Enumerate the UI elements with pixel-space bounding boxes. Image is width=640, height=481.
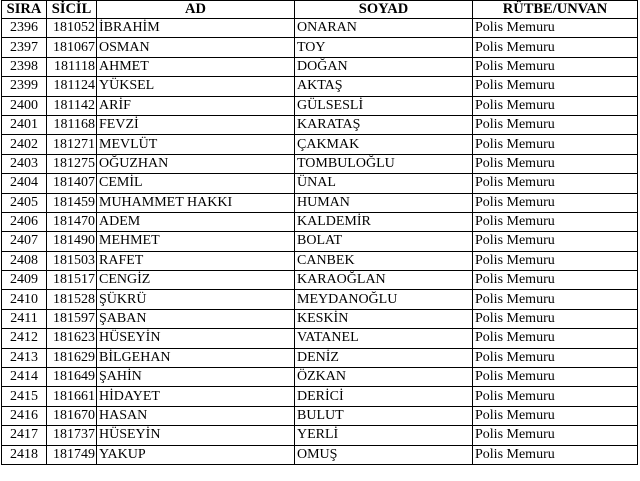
table-row	[2, 406, 638, 425]
cell-ad: ŞABAN	[97, 309, 295, 328]
cell-rutbe: Polis Memuru	[473, 271, 638, 290]
header-rutbe: RÜTBE/UNVAN	[473, 1, 638, 19]
cell-rutbe: Polis Memuru	[473, 193, 638, 212]
table-body	[2, 19, 638, 465]
table-row	[2, 174, 638, 193]
cell-sicil: 181271	[47, 135, 97, 154]
cell-ad: HÜSEYİN	[97, 426, 295, 445]
cell-sira: 2410	[2, 290, 47, 309]
cell-soyad: DERİCİ	[295, 387, 473, 406]
cell-ad: ŞÜKRÜ	[97, 290, 295, 309]
cell-sira: 2409	[2, 271, 47, 290]
cell-soyad: AKTAŞ	[295, 77, 473, 96]
cell-soyad: TOY	[295, 38, 473, 57]
cell-ad: CENGİZ	[97, 271, 295, 290]
cell-sira: 2411	[2, 309, 47, 328]
cell-ad: İBRAHİM	[97, 19, 295, 38]
cell-sicil: 181067	[47, 38, 97, 57]
cell-ad: CEMİL	[97, 174, 295, 193]
table-row	[2, 96, 638, 115]
cell-sicil: 181528	[47, 290, 97, 309]
table-row	[2, 135, 638, 154]
table-row	[2, 19, 638, 38]
cell-sicil: 181142	[47, 96, 97, 115]
cell-ad: OĞUZHAN	[97, 154, 295, 173]
cell-rutbe: Polis Memuru	[473, 309, 638, 328]
table-row	[2, 232, 638, 251]
cell-soyad: BULUT	[295, 406, 473, 425]
table-row	[2, 329, 638, 348]
cell-sira: 2416	[2, 406, 47, 425]
cell-sicil: 181124	[47, 77, 97, 96]
table-row	[2, 348, 638, 367]
cell-sira: 2407	[2, 232, 47, 251]
cell-rutbe: Polis Memuru	[473, 115, 638, 134]
cell-sira: 2412	[2, 329, 47, 348]
cell-sicil: 181649	[47, 368, 97, 387]
cell-sicil: 181275	[47, 154, 97, 173]
table-row	[2, 212, 638, 231]
cell-ad: AHMET	[97, 57, 295, 76]
cell-soyad: ONARAN	[295, 19, 473, 38]
header-row	[2, 1, 638, 19]
cell-soyad: MEYDANOĞLU	[295, 290, 473, 309]
cell-soyad: OMUŞ	[295, 445, 473, 464]
cell-ad: FEVZİ	[97, 115, 295, 134]
cell-sicil: 181168	[47, 115, 97, 134]
cell-sira: 2415	[2, 387, 47, 406]
table-row	[2, 57, 638, 76]
cell-rutbe: Polis Memuru	[473, 290, 638, 309]
cell-rutbe: Polis Memuru	[473, 57, 638, 76]
cell-ad: YAKUP	[97, 445, 295, 464]
cell-rutbe: Polis Memuru	[473, 174, 638, 193]
cell-rutbe: Polis Memuru	[473, 426, 638, 445]
cell-rutbe: Polis Memuru	[473, 38, 638, 57]
cell-ad: RAFET	[97, 251, 295, 270]
cell-sira: 2404	[2, 174, 47, 193]
cell-sira: 2414	[2, 368, 47, 387]
cell-soyad: GÜLSESLİ	[295, 96, 473, 115]
cell-rutbe: Polis Memuru	[473, 212, 638, 231]
cell-soyad: DOĞAN	[295, 57, 473, 76]
cell-ad: MEHMET	[97, 232, 295, 251]
cell-sira: 2405	[2, 193, 47, 212]
cell-sicil: 181503	[47, 251, 97, 270]
cell-rutbe: Polis Memuru	[473, 368, 638, 387]
cell-soyad: ÖZKAN	[295, 368, 473, 387]
table-row	[2, 154, 638, 173]
cell-sicil: 181118	[47, 57, 97, 76]
cell-soyad: YERLİ	[295, 426, 473, 445]
cell-sira: 2413	[2, 348, 47, 367]
cell-sicil: 181052	[47, 19, 97, 38]
table-row	[2, 193, 638, 212]
table-row	[2, 445, 638, 464]
cell-ad: MEVLÜT	[97, 135, 295, 154]
cell-soyad: DENİZ	[295, 348, 473, 367]
cell-sicil: 181749	[47, 445, 97, 464]
header-soyad: SOYAD	[295, 1, 473, 19]
cell-sicil: 181407	[47, 174, 97, 193]
cell-sira: 2397	[2, 38, 47, 57]
cell-sira: 2406	[2, 212, 47, 231]
cell-rutbe: Polis Memuru	[473, 96, 638, 115]
table-row	[2, 309, 638, 328]
cell-ad: OSMAN	[97, 38, 295, 57]
cell-sira: 2398	[2, 57, 47, 76]
cell-sira: 2418	[2, 445, 47, 464]
table-row	[2, 251, 638, 270]
cell-sira: 2399	[2, 77, 47, 96]
table-row	[2, 368, 638, 387]
cell-ad: BİLGEHAN	[97, 348, 295, 367]
cell-soyad: BOLAT	[295, 232, 473, 251]
cell-soyad: TOMBULOĞLU	[295, 154, 473, 173]
table-row	[2, 271, 638, 290]
cell-rutbe: Polis Memuru	[473, 251, 638, 270]
cell-ad: MUHAMMET HAKKI	[97, 193, 295, 212]
header-sicil: SİCİL	[47, 1, 97, 19]
cell-sicil: 181661	[47, 387, 97, 406]
cell-soyad: KARATAŞ	[295, 115, 473, 134]
cell-ad: HİDAYET	[97, 387, 295, 406]
cell-soyad: HUMAN	[295, 193, 473, 212]
cell-rutbe: Polis Memuru	[473, 232, 638, 251]
cell-sicil: 181490	[47, 232, 97, 251]
cell-soyad: ÜNAL	[295, 174, 473, 193]
cell-soyad: KALDEMİR	[295, 212, 473, 231]
cell-sicil: 181629	[47, 348, 97, 367]
cell-ad: ARİF	[97, 96, 295, 115]
table-row	[2, 38, 638, 57]
cell-rutbe: Polis Memuru	[473, 445, 638, 464]
cell-ad: HÜSEYİN	[97, 329, 295, 348]
cell-sira: 2408	[2, 251, 47, 270]
header-sira: SIRA	[2, 1, 47, 19]
cell-sira: 2400	[2, 96, 47, 115]
cell-sicil: 181597	[47, 309, 97, 328]
cell-sicil: 181623	[47, 329, 97, 348]
table-row	[2, 115, 638, 134]
cell-rutbe: Polis Memuru	[473, 329, 638, 348]
cell-rutbe: Polis Memuru	[473, 406, 638, 425]
header-ad: AD	[97, 1, 295, 19]
cell-rutbe: Polis Memuru	[473, 348, 638, 367]
cell-soyad: CANBEK	[295, 251, 473, 270]
cell-ad: YÜKSEL	[97, 77, 295, 96]
cell-rutbe: Polis Memuru	[473, 77, 638, 96]
cell-rutbe: Polis Memuru	[473, 154, 638, 173]
cell-sicil: 181737	[47, 426, 97, 445]
cell-sira: 2401	[2, 115, 47, 134]
cell-soyad: VATANEL	[295, 329, 473, 348]
table-row	[2, 426, 638, 445]
cell-ad: ŞAHİN	[97, 368, 295, 387]
table-row	[2, 77, 638, 96]
cell-sira: 2402	[2, 135, 47, 154]
cell-sira: 2396	[2, 19, 47, 38]
cell-sicil: 181670	[47, 406, 97, 425]
cell-sira: 2417	[2, 426, 47, 445]
cell-ad: ADEM	[97, 212, 295, 231]
cell-sicil: 181459	[47, 193, 97, 212]
cell-rutbe: Polis Memuru	[473, 387, 638, 406]
cell-ad: HASAN	[97, 406, 295, 425]
cell-sira: 2403	[2, 154, 47, 173]
table-row	[2, 290, 638, 309]
cell-soyad: KESKİN	[295, 309, 473, 328]
cell-rutbe: Polis Memuru	[473, 135, 638, 154]
personnel-table	[1, 0, 638, 465]
cell-sicil: 181470	[47, 212, 97, 231]
table-row	[2, 387, 638, 406]
cell-rutbe: Polis Memuru	[473, 19, 638, 38]
cell-sicil: 181517	[47, 271, 97, 290]
cell-soyad: ÇAKMAK	[295, 135, 473, 154]
cell-soyad: KARAOĞLAN	[295, 271, 473, 290]
